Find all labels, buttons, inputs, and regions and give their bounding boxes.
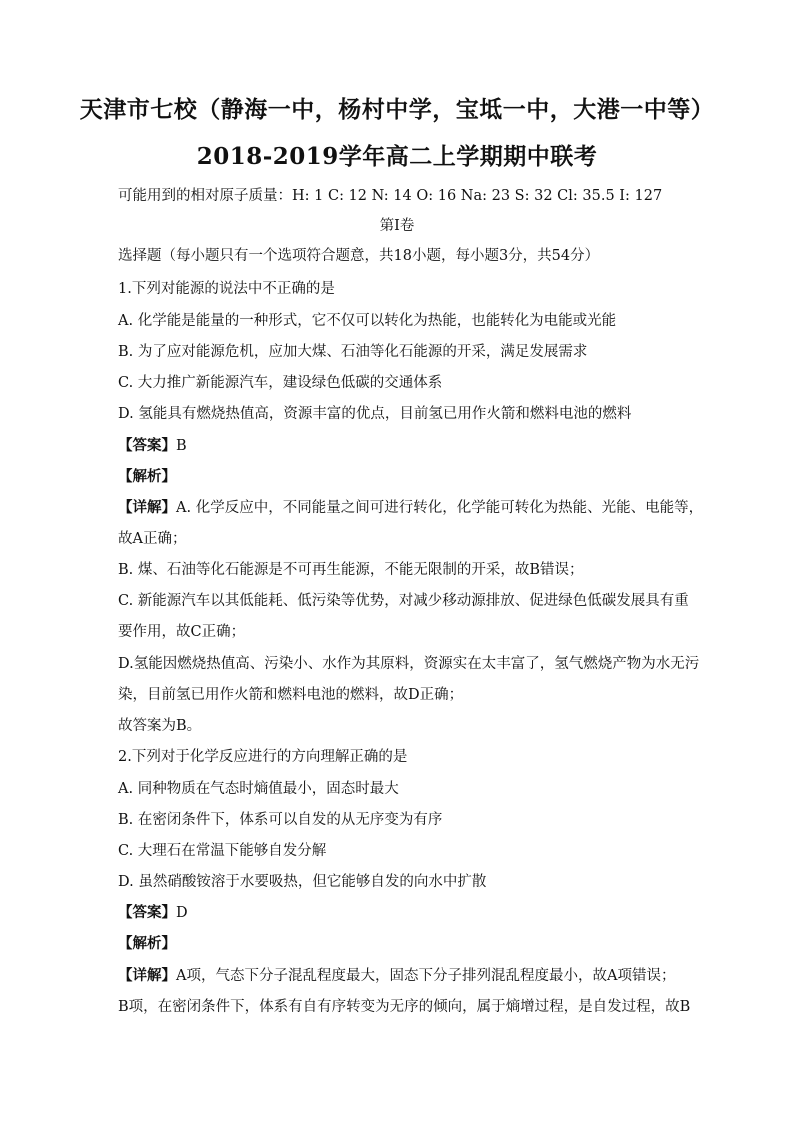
- q1-detail-line-6: D.氢能因燃烧热值高、污染小、水作为其原料，资源实在太丰富了，氢气燃烧产物为水无污: [118, 656, 700, 672]
- q1-option-d: D. 氢能具有燃烧热值高，资源丰富的优点，目前氢已用作火箭和燃料电池的燃料: [118, 406, 632, 422]
- q2-answer: [118, 903, 688, 923]
- q1-detail-line-4: C. 新能源汽车以其低能耗、低污染等优势，对减少移动源排放、促进绿色低碳发展具有重: [118, 593, 689, 609]
- q2-answer-tag: 【答案】: [118, 904, 176, 921]
- section-intro: 选择题（每小题只有一个选项符合题意，共18小题，每小题3分，共54分）: [118, 248, 600, 264]
- document-title-line-1: 天津市七校（静海一中，杨村中学，宝坻一中，大港一中等）: [79, 96, 715, 123]
- q1-detail-line-7: 染，目前氢已用作火箭和燃料电池的燃料，故D正确；: [118, 687, 464, 703]
- q1-option-c: C. 大力推广新能源汽车，建设绿色低碳的交通体系: [118, 375, 443, 391]
- q2-stem: 2.下列对于化学反应进行的方向理解正确的是: [118, 749, 408, 765]
- q2-detail-tag: 【详解】: [118, 967, 176, 984]
- document-title-line-2: 2018-2019学年高二上学期期中联考: [196, 143, 598, 170]
- q2-detail-line-1: [118, 966, 688, 986]
- q1-answer-value: B: [176, 438, 187, 454]
- volume-label: 第Ⅰ卷: [379, 218, 415, 234]
- q2-option-b: B. 在密闭条件下，体系可以自发的从无序变为有序: [118, 812, 443, 828]
- q1-answer-tag: 【答案】: [118, 437, 176, 454]
- q1-detail-text-1: A. 化学反应中，不同能量之间可进行转化，化学能可转化为热能、光能、电能等，: [176, 500, 704, 516]
- q2-option-d: D. 虽然硝酸铵溶于水要吸热，但它能够自发的向水中扩散: [118, 874, 487, 890]
- q1-detail-line-5: 要作用，故C正确；: [118, 624, 246, 640]
- q1-option-a: A. 化学能是能量的一种形式，它不仅可以转化为热能，也能转化为电能或光能: [118, 313, 617, 329]
- q1-answer: [118, 436, 688, 456]
- q2-answer-value: D: [176, 905, 188, 921]
- q1-detail-line-1: [118, 498, 704, 518]
- q1-detail-line-2: 故A正确；: [118, 531, 187, 547]
- q2-analysis-tag: 【解析】: [118, 935, 176, 952]
- q1-analysis-tag: 【解析】: [118, 468, 176, 485]
- q1-stem: 1.下列对能源的说法中不正确的是: [118, 281, 335, 297]
- q2-detail-line-2: B项，在密闭条件下，体系有自有序转变为无序的倾向，属于熵增过程，是自发过程，故B: [118, 999, 691, 1015]
- q1-detail-line-3: B. 煤、石油等化石能源是不可再生能源，不能无限制的开采，故B错误；: [118, 562, 584, 578]
- q2-option-a: A. 同种物质在气态时熵值最小，固态时最大: [118, 781, 399, 797]
- q2-option-c: C. 大理石在常温下能够自发分解: [118, 843, 327, 859]
- q2-detail-text-1: A项，气态下分子混乱程度最大，固态下分子排列混乱程度最小，故A项错误；: [176, 968, 676, 984]
- q1-detail-tag: 【详解】: [118, 499, 176, 516]
- q1-detail-line-8: 故答案为B。: [118, 718, 202, 734]
- q1-option-b: B. 为了应对能源危机，应加大煤、石油等化石能源的开采，满足发展需求: [118, 344, 588, 360]
- atomic-mass-line: 可能用到的相对原子质量：H: 1 C: 12 N: 14 O: 16 Na: 23 S: 32 Cl: 35.5 I: 127: [118, 188, 663, 204]
